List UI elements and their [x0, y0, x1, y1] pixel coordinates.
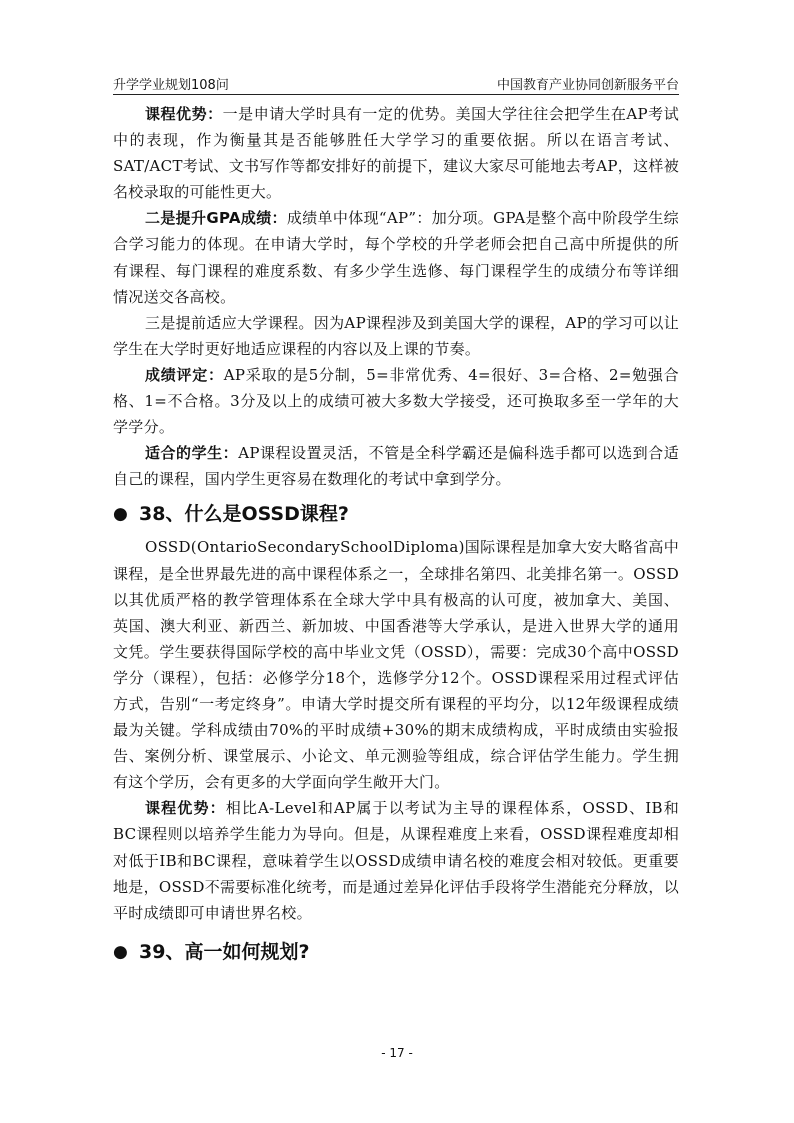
section-title: 39、高一如何规划? [139, 940, 310, 963]
paragraph-label: 二是提升GPA成绩： [145, 209, 287, 228]
paragraph-label: 成绩评定： [145, 365, 224, 384]
paragraph-text: 相比A-Level和AP属于以考试为主导的课程体系，OSSD、IB和BC课程则以培养学生能力为导向。但是，从课程难度上来看，OSSD课程难度却相对低于IB和BC课程，意味着学生以OSSD成绩申请名校的难度会相对较低。更重要地是，OSSD不需要标准化统考，而是通过差异化评估手段将学生潜能充分释放，以平时成绩即可申请世界名校。 [113, 799, 680, 922]
paragraph-text: 一是申请大学时具有一定的优势。美国大学往往会把学生在AP考试中的表现，作为衡量其是否能够胜任大学学习的重要依据。所以在语言考试、SAT/ACT考试、文书写作等都安排好的前提下，建议大家尽可能地去考AP，这样被名校录取的可能性更大。 [113, 105, 679, 202]
header-left-title: 升学学业规划108问 [113, 78, 229, 93]
paragraph [113, 795, 679, 925]
page-content [113, 101, 679, 972]
bullet-icon: ● [113, 941, 128, 962]
paragraph-text: AP课程设置灵活，不管是全科学霸还是偏科选手都可以选到合适自己的课程，国内学生更容易在数理化的考试中拿到学分。 [113, 444, 679, 489]
paragraph-text: OSSD(OntarioSecondarySchoolDiploma)国际课程是加拿大安大略省高中课程，是全世界最先进的高中课程体系之一，全球排名第四、北美排名第一。OSSD以其优质严格的教学管理体系在全球大学中具有极高的认可度，被加拿大、美国、英国、澳大利亚、新西兰、新加坡、中国香港等大学承认，是进入世界大学的通用文凭。学生要获得国际学校的高中毕业文凭（OSSD），需要：完成30个高中OSSD学分（课程），包括：必修学分18个，选修学分12个。OSSD课程采用过程式评估方式，告别“一考定终身”。申请大学时提交所有课程的平均分，以12年级课程成绩最为关键。学科成绩由70%的平时成绩+30%的期末成绩构成，平时成绩由实验报告、案例分析、课堂展示、小论文、单元测验等组成，综合评估学生能力。学生拥有这个学历，会有更多的大学面向学生敞开大门。 [113, 538, 680, 792]
paragraph-text: 成绩单中体现“AP”：加分项。GPA是整个高中阶段学生综合学习能力的体现。在申请大学时，每个学校的升学老师会把自己高中所提供的所有课程、每门课程的难度系数、有多少学生选修、每门课程学生的成绩分布等详细情况送交各高校。 [113, 209, 679, 306]
section-heading-39 [113, 938, 679, 966]
paragraph [113, 101, 679, 205]
paragraph-label: 课程优势： [145, 105, 223, 123]
paragraph [113, 362, 679, 440]
paragraph-label: 课程优势： [145, 799, 226, 818]
paragraph [113, 310, 679, 362]
paragraph-text: AP采取的是5分制，5=非常优秀、4=很好、3=合格、2=勉强合格、1=不合格。3分及以上的成绩可被大多数大学接受，还可换取多至一学年的大学学分。 [113, 365, 679, 437]
section-heading-38 [113, 500, 679, 528]
running-header [113, 72, 679, 95]
paragraph-label: 适合的学生： [145, 444, 239, 463]
paragraph [113, 440, 679, 492]
section-title: 38、什么是OSSD课程? [139, 503, 349, 526]
header-right-title: 中国教育产业协同创新服务平台 [496, 78, 679, 93]
paragraph [113, 534, 679, 795]
paragraph-text: 三是提前适应大学课程。因为AP课程涉及到美国大学的课程，AP的学习可以让学生在大学时更好地适应课程的内容以及上课的节奏。 [113, 313, 679, 358]
page-number: - 17 - [381, 1046, 413, 1060]
paragraph [113, 205, 679, 309]
bullet-icon: ● [113, 504, 128, 525]
